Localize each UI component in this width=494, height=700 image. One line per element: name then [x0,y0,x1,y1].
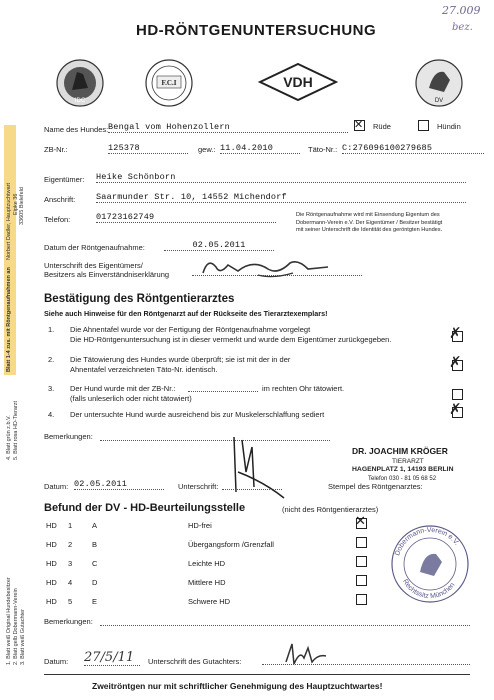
left-sidebar [0,0,32,700]
vet-item-3-checkbox[interactable] [452,389,463,400]
vet-item-2-line1: Die Tätowierung des Hundes wurde überprüft; sie ist mit der in der [70,355,291,364]
dv-row-4-desc: Mittlere HD [188,578,226,587]
vet-section-subtitle: Siehe auch Hinweise für den Röntgenarzt auf der Rückseite des Tierarztexemplars! [44,309,328,318]
owner-label: Eigentümer: [44,175,85,184]
dv-remarks-line[interactable] [100,625,470,626]
footer-text: Zweitröntgen nur mit schriftlicher Genehmigung des Hauptzuchtwartes! [92,681,383,691]
vet-item-3-line2: (falls unleserlich oder nicht tätowiert) [70,394,192,403]
page-title: HD-RÖNTGENUNTERSUCHUNG [136,22,377,39]
dv-row-3-num: 3 [68,559,73,568]
owner-field[interactable]: Heike Schönborn [96,172,466,183]
female-checkbox[interactable] [418,120,429,131]
vet-item-3-line1b: im rechten Ohr tätowiert. [262,384,345,393]
owner-signature [198,255,338,286]
dv-row-1-code: HD [46,521,57,530]
vet-date-field[interactable]: 02.05.2011 [74,479,164,490]
address-label: Anschrift: [44,195,76,204]
vet-item-4-check-mark: ✗ [449,401,462,418]
dog-name-field[interactable]: Bengal vom Hohenzollern [108,122,348,133]
vet-item-1-line2: Die HD-Röntgenuntersuchung ist in dieser vermerkt und wurde dem Eigentümer zurückgegeben. [70,335,392,344]
vet-stamp-name: DR. JOACHIM KRÖGER [352,446,448,456]
sidebar-address-3: 33605 Bielefeld [19,187,25,225]
vet-item-2-check-mark: ✗ [449,354,462,371]
dv-row-1-letter: A [92,521,98,530]
vet-item-2-line2: Ahnentafel verzeichneten Täto-Nr. identisch. [70,365,218,374]
dog-name-label: Name des Hundes: [44,125,109,134]
vet-item-2-num: 2. [48,355,55,364]
dv-section-title-note: (nicht des Röntgentierarztes) [282,505,379,514]
owner-signature-label-1: Unterschrift des Eigentümers/ [44,261,143,270]
vet-item-3-line1: Der Hund wurde mit der ZB-Nr.: [70,384,176,393]
male-label: Rüde [373,122,391,131]
vdh-logo [258,62,338,102]
dv-row-2-checkbox[interactable] [356,537,367,548]
dv-row-3-letter: C [92,559,98,568]
fci-logo [143,58,195,108]
dv-row-3-checkbox[interactable] [356,556,367,567]
dv-date-field[interactable]: 27/5/11 [84,650,140,666]
vet-item-1-check-mark: ✗ [449,325,462,342]
vet-stamp-label: Stempel des Röntgenarztes: [328,482,423,491]
zb-label: ZB-Nr.: [44,145,68,154]
female-label: Hündin [437,122,461,131]
vet-stamp-address: HAGENPLATZ 1, 14193 BERLIN [352,466,454,473]
dv-seal-stamp [388,522,472,611]
vet-item-4-num: 4. [48,410,55,419]
dv-section-title: Befund der DV - HD-Beurteilungsstelle [44,502,246,514]
dv-row-4-letter: D [92,578,98,587]
dv-row-1-check-mark: ✕ [355,513,366,528]
vet-remarks-label: Bemerkungen: [44,432,93,441]
dv-row-4-checkbox[interactable] [356,575,367,586]
dv-row-2-desc: Übergangsform /Grenzfall [188,540,274,549]
sidebar-address-2: Eipke 36 [13,193,19,215]
sidebar-note-b2: 2. Blatt gelb Dobermann-Verein [13,588,19,665]
zb-field[interactable]: 125378 [108,143,188,154]
vet-remarks-line[interactable] [100,440,330,441]
dv-row-2-code: HD [46,540,57,549]
handwritten-note-number: 27.009 [442,4,481,17]
tattoo-field[interactable]: C:276096100279685 [342,143,484,154]
idc-logo [55,58,105,108]
vet-date-label: Datum: [44,482,69,491]
vet-signature-label: Unterschrift: [178,482,219,491]
consent-note: Die Röntgenaufnahme wird mit Einsendung Eigentum des Dobermann-Verein e.V. Der Eigentümer / Besitzer bestätigt mit seiner Unterschrift die Identität des geröntgten Hundes. [296,212,443,233]
idc-logo-text: IDC [74,98,86,104]
fci-logo-text: F.C.I [161,79,177,87]
phone-label: Telefon: [44,215,71,224]
dv-row-3-code: HD [46,559,57,568]
footer-top-rule [44,674,470,675]
sidebar-note-4: 4. Blatt grün z.b.V. [6,415,12,460]
dv-seal-text: Dobermann-Verein e.V. [394,526,461,557]
phone-field[interactable]: 01723162749 [96,212,276,223]
vet-item-3-zb-blank[interactable] [188,391,258,392]
vet-signature [224,432,294,507]
dv-row-4-num: 4 [68,578,73,587]
xray-date-field[interactable]: 02.05.2011 [164,240,274,251]
male-check-mark: ✕ [354,119,364,131]
born-field[interactable]: 11.04.2010 [220,143,300,154]
dv-row-4-code: HD [46,578,57,587]
tattoo-label: Täto-Nr.: [308,145,338,154]
xray-date-label: Datum der Röntgenaufnahme: [44,243,145,252]
dv-date-label: Datum: [44,657,69,666]
born-label: gew.: [198,145,216,154]
dv-row-3-desc: Leichte HD [188,559,226,568]
vdh-logo-text: VDH [283,74,313,90]
sidebar-note-b1: 1. Blatt weiß Original Hundebesitzer [6,577,12,665]
sidebar-instruction: Blatt 1-4 zus. mit Röntgenaufnahmen an [6,267,12,372]
dv-signature [282,640,332,675]
dv-logo [414,58,464,108]
dv-row-5-num: 5 [68,597,73,606]
dv-signature-label: Unterschrift des Gutachters: [148,657,242,666]
vet-stamp-phone: Telefon 030 - 81 05 68 52 [368,476,437,482]
sidebar-note-5: 5. Blatt rosa HD-Tierarzt [13,400,19,460]
dv-row-5-code: HD [46,597,57,606]
sidebar-address-1: Norbert Dadler, Hauptzuchtwart [6,182,12,260]
sidebar-note-b3: 3. Blatt weiß Gutachter [20,609,26,665]
vet-item-1-num: 1. [48,325,55,334]
vet-signature-line [222,489,282,490]
dv-row-2-num: 2 [68,540,73,549]
dv-row-1-desc: HD-frei [188,521,212,530]
vet-section-title: Bestätigung des Röntgentierarztes [44,293,235,305]
vet-stamp-title: TIERARZT [392,458,424,465]
dv-remarks-label: Bemerkungen: [44,617,93,626]
dv-row-2-letter: B [92,540,98,549]
vet-item-4-line1: Der untersuchte Hund wurde ausreichend bis zur Muskelerschlaffung sediert [70,410,325,419]
dv-seal-bottom: Rechtssitz München [401,578,457,601]
vet-item-1-line1: Die Ahnentafel wurde vor der Fertigung der Röntgenaufnahme vorgelegt [70,325,311,334]
dv-logo-text: DV [434,98,444,104]
dv-row-1-num: 1 [68,521,73,530]
dv-row-5-desc: Schwere HD [188,597,231,606]
handwritten-note-bez: bez. [452,22,473,33]
owner-signature-label-2: Besitzers als Einverständniserklärung [44,270,170,279]
vet-item-3-num: 3. [48,384,55,393]
address-field[interactable]: Saarmunder Str. 10, 14552 Michendorf [96,192,466,203]
dv-row-5-letter: E [92,597,98,606]
dv-row-5-checkbox[interactable] [356,594,367,605]
